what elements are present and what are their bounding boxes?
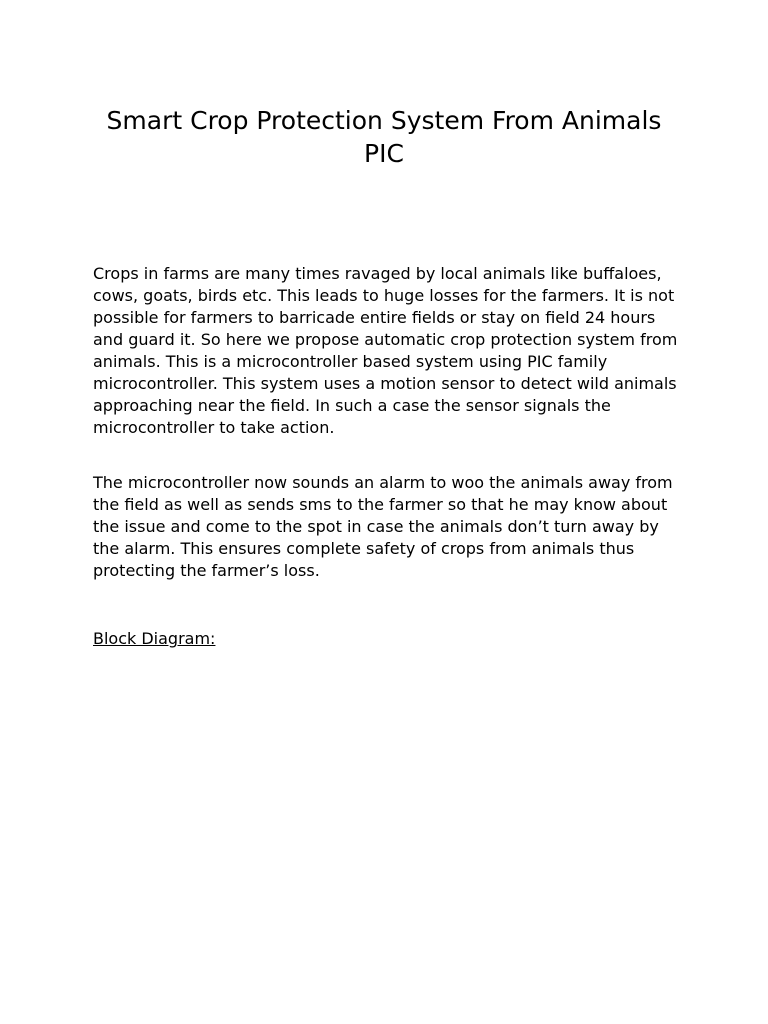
alarm-paragraph: The microcontroller now sounds an alarm to woo the animals away from the field as well as sends sms to the farmer so that he may know about the issue and come to the spot in case the animals don’t turn away by the alarm. This ensures complete safety of crops from animals thus protecting the farmer’s loss. — [93, 473, 673, 580]
intro-paragraph: Crops in farms are many times ravaged by local animals like buffaloes, cows, goats, birds etc. This leads to huge losses for the farmers. It is not possible for farmers to barricade entire fields or stay on field 24 hours and guard it. So here we propose automatic crop protection system from animals. This is a microcontroller based system using PIC family microcontroller. This system uses a motion sensor to detect wild animals approaching near the field. In such a case the sensor signals the microcontroller to take action. — [93, 264, 678, 437]
document-title: Smart Crop Protection System From Animals PIC — [106, 106, 662, 168]
block-diagram-heading: Block Diagram: — [93, 629, 216, 648]
